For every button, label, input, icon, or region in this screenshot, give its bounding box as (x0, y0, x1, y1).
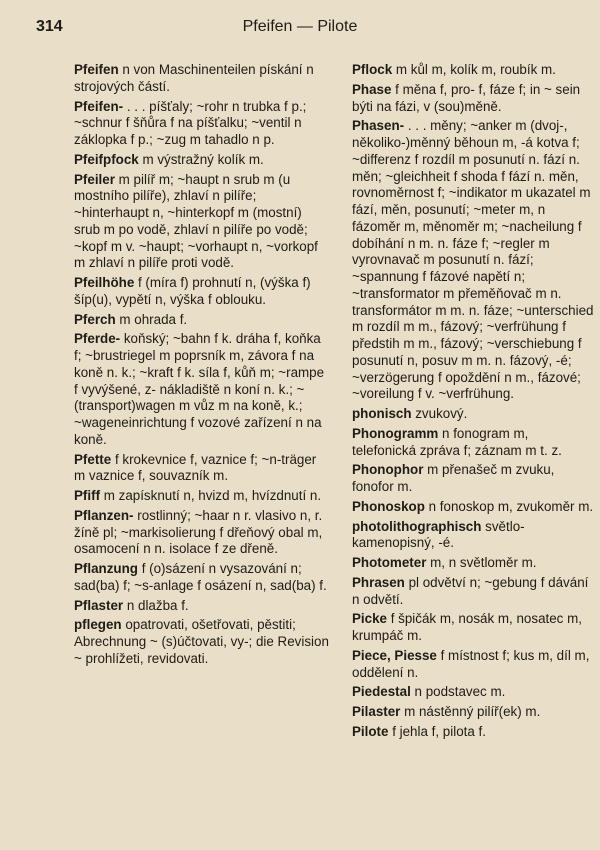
entry-definition: m, n světloměr m. (426, 555, 537, 570)
entry-headword: Piedestal (352, 684, 411, 700)
dictionary-entry (74, 312, 330, 329)
dictionary-entry (352, 611, 596, 645)
dictionary-entry (74, 452, 330, 486)
entry-headword: Pfeifpfock (74, 151, 139, 167)
dictionary-entry (352, 499, 596, 516)
dictionary-entry (352, 575, 596, 609)
dictionary-entry (352, 519, 596, 553)
entry-definition: f místnost f; kus m, díl m, oddělení n. (352, 647, 590, 680)
entry-headword: phonisch (352, 406, 412, 421)
entry-definition: zvukový. (411, 406, 468, 421)
entry-definition: f měna f, pro- f, fáze f; in ~ sein býti na fázi, v (sou)měně. (352, 81, 581, 114)
entry-headword: Pfeilhöhe (74, 275, 135, 290)
dictionary-entry (74, 488, 330, 505)
left-column (74, 62, 330, 671)
entry-definition: . . . měny; ~anker m (dvoj-, několiko-)měnný běhoun m, -á kotva f; ~differenz f rozdíl m posunutí n. fází n. měn; ~gleichheit f shoda f fází n. měn, rovnoměrnost f; ~indikator m ukazatel m fází, měn, posunutí; ~meter m, n fázoměr m, měnoměr m; ~nacheilung f dobíhání n m. n. fáze f; ~regler m vyrovnavač m posunutí n. fází; ~spannung f fázové napětí n; ~transformator m přeměňovač m n. transformátor m m. n. fáze; ~unterschied m rozdíl m m., fázový; ~verfrühung f předstih m m., fázový; ~verschiebung f posunutí n, posuv m m. n. fázový, -é; ~verzögerung f opoždění n m., fázové; ~voreilung f v. ~verfrühung. (352, 118, 594, 402)
entry-definition: n dlažba f. (123, 597, 189, 613)
page-number: 314 (36, 18, 63, 35)
dictionary-entry (352, 555, 596, 572)
dictionary-entry (352, 82, 596, 116)
entry-definition: f (o)sázení n vysazování n; sad(ba) f; ~s-anlage f osázení n, sad(ba) f. (74, 561, 327, 593)
entry-headword: Phonophor (352, 462, 424, 478)
dictionary-entry (74, 62, 330, 96)
entry-headword: Photometer (352, 555, 427, 570)
entry-definition: n podstavec m. (410, 684, 506, 700)
entry-headword: Pfette (74, 451, 112, 467)
entry-headword: Piece, Piesse (352, 647, 437, 663)
running-head: Pfeifen — Pilote (242, 18, 358, 35)
dictionary-entry (352, 118, 596, 403)
entry-headword: Phonoskop (352, 498, 425, 514)
entry-headword: Pfeiler (74, 171, 115, 187)
entry-headword: Pfeifen (74, 62, 119, 77)
dictionary-entry (352, 704, 596, 721)
entry-definition: m ohrada f. (115, 311, 188, 327)
entry-definition: f špičák m, nosák m, nosatec m, krumpáč m. (352, 611, 582, 643)
dictionary-entry (74, 617, 330, 667)
entry-definition: koňský; ~bahn f k. dráha f, koňka f; ~brustriegel m poprsník m, závora f na koně n. k.; ~kraft f k. síla f, kůň m; ~rampe f vyvýšené, z- nákladiště n koní n. k.; ~(transport)wagen m vůz m na koně, k.; ~wageneinrichtung f vozové zařízení n na koně. (74, 331, 325, 447)
entry-headword: Pilote (352, 723, 389, 739)
entry-headword: Pflaster (74, 597, 124, 613)
entry-headword: Pfiff (74, 488, 101, 503)
dictionary-entry (352, 648, 596, 682)
dictionary-entry (352, 684, 596, 701)
entry-definition: světlo-kamenopisný, -é. (352, 518, 525, 551)
dictionary-entry (74, 331, 330, 448)
entry-definition: m přenašeč m zvuku, fonofor m. (352, 462, 555, 494)
dictionary-entry (352, 62, 596, 79)
dictionary-entry (352, 406, 596, 423)
entry-headword: Phonogramm (352, 425, 439, 441)
entry-headword: Pflock (352, 62, 393, 77)
entry-headword: Pferch (74, 311, 116, 327)
entry-definition: f jehla f, pilota f. (388, 723, 486, 739)
entry-headword: Phase (352, 81, 392, 97)
entry-definition: opatrovati, ošetřovati, pěstiti; Abrechnung ~ (s)účtovati, vy-; die Revision ~ prohlížeti, revidovati. (74, 617, 329, 666)
dictionary-entry (74, 561, 330, 595)
dictionary-entry (74, 508, 330, 558)
entry-definition: m kůl m, kolík m, roubík m. (392, 62, 556, 77)
dictionary-entry (74, 152, 330, 169)
entry-definition: n fonogram m, telefonická zpráva f; záznam m t. z. (352, 425, 562, 458)
entry-headword: Picke (352, 611, 387, 627)
page-header (0, 18, 600, 44)
entry-definition: rostlinný; ~haar n r. vlasivo n, r. žíně pl; ~markisolierung f dřeňový obal m, osamocení n n. isolace f ze dřeně. (74, 507, 323, 557)
right-column (352, 62, 596, 744)
dictionary-entry (74, 99, 330, 149)
entry-definition: m pilíř m; ~haupt n srub m (u mostního pilíře), zhlaví n pilíře; ~hinterhaupt n, ~hinterkopf m (mostní) srub m po vodě, zhlaví n pilíře po vodě; ~kopf m v. ~haupt; ~vorhaupt n, ~vorkopf m zhlaví n pilíře proti vodě. (74, 171, 318, 271)
dictionary-entry (74, 598, 330, 615)
entry-definition: m zapísknutí n, hvizd m, hvízdnutí n. (100, 488, 322, 503)
entry-definition: . . . píšťaly; ~rohr n trubka f p.; ~schnur f šňůra f na píšťalku; ~ventil n záklopka f p.; ~zug m tahadlo n p. (74, 98, 307, 147)
dictionary-entry (352, 462, 596, 496)
entry-definition: f (míra f) prohnutí n, (výška f) šíp(u), vypětí n, výška f oblouku. (74, 275, 311, 307)
entry-headword: photolithographisch (352, 518, 482, 534)
entry-headword: Phasen- (352, 118, 405, 134)
entry-headword: Pflanzen- (74, 507, 134, 523)
entry-headword: pflegen (74, 617, 122, 633)
entry-definition: f krokevnice f, vaznice f; ~n-träger m vaznice f, souvazník m. (74, 451, 317, 484)
dictionary-entry (352, 426, 596, 460)
entry-definition: pl odvětví n; ~gebung f dávání n odvětí. (352, 574, 589, 607)
entry-definition: n fonoskop m, zvukoměr m. (424, 498, 594, 514)
dictionary-entry (352, 724, 596, 741)
dictionary-entry (74, 172, 330, 273)
entry-headword: Pferde- (74, 331, 121, 347)
entry-definition: m nástěnný pilíř(ek) m. (400, 704, 541, 719)
entry-definition: n von Maschinenteilen pískání n strojových částí. (74, 62, 314, 94)
dictionary-entry (74, 275, 330, 309)
entry-definition: m výstražný kolík m. (138, 151, 264, 167)
entry-headword: Pfeifen- (74, 98, 124, 114)
entry-headword: Pilaster (352, 704, 401, 719)
entry-headword: Pflanzung (74, 561, 138, 576)
entry-headword: Phrasen (352, 574, 405, 590)
